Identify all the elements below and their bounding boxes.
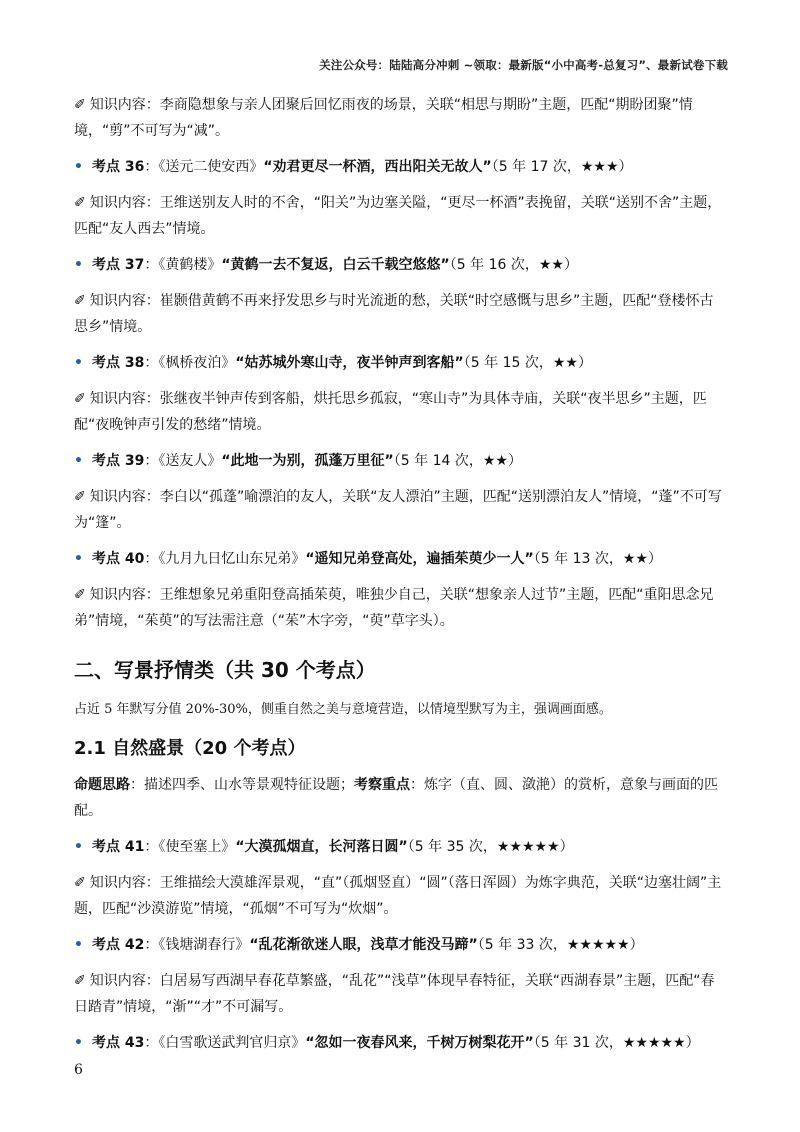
pencil-icon: ✐ [74, 195, 86, 211]
section-heading: 二、写景抒情类（共 30 个考点） [74, 658, 376, 682]
bullet-icon: • [74, 159, 83, 175]
knowledge-note: ✐ 知识内容：张继夜半钟声传到客船，烘托思乡孤寂，“寒山寺”为具体寺庙，关联“夜半思乡”主题，匹配“夜晚钟声引发的愁绪”情境。 [74, 391, 707, 433]
exam-point-37: • 考点 37：《黄鹤楼》“黄鹤一去不复返，白云千载空悠悠”（5 年 16 次，★★） [74, 252, 726, 278]
knowledge-note: ✐ 知识内容：王维想象兄弟重阳登高插茱萸，唯独少自己，关联“想象亲人过节”主题，匹配“重阳思念兄弟”情境，“茱萸”的写法需注意（“茱”木字旁，“萸”草字头）。 [74, 587, 714, 629]
pencil-icon: ✐ [74, 875, 86, 891]
bullet-icon: • [74, 257, 83, 273]
pencil-icon: ✐ [74, 391, 86, 407]
subsection-description: 命题思路：描述四季、山水等景观特征设题；考察重点：炼字（直、圆、潋滟）的赏析，意象与画面的匹配。 [74, 777, 718, 819]
exam-point-38: • 考点 38：《枫桥夜泊》“姑苏城外寒山寺，夜半钟声到客船”（5 年 15 次，★★） [74, 350, 726, 376]
knowledge-note: ✐ 知识内容：王维描绘大漠雄浑景观，“直”（孤烟竖直）“圆”（落日浑圆）为炼字典范，关联“边塞壮阔”主题，匹配“沙漠游览”情境，“孤烟”不可写为“炊烟”。 [74, 875, 722, 917]
section-intro: 占近 5 年默写分值 20%-30%，侧重自然之美与意境营造，以情境型默写为主，强调画面感。 [74, 702, 612, 717]
subsection-heading: 2.1 自然盛景（20 个考点） [74, 738, 306, 759]
page-number: 6 [74, 1062, 83, 1078]
knowledge-note: ✐ 知识内容：王维送别友人时的不舍，“阳关”为边塞关隘，“更尽一杯酒”表挽留，关联“送别不舍”主题，匹配“友人西去”情境。 [74, 195, 722, 237]
knowledge-note: ✐ 知识内容：李商隐想象与亲人团聚后回忆雨夜的场景，关联“相思与期盼”主题，匹配“期盼团聚”情境，“剪”不可写为“减”。 [74, 97, 693, 139]
pencil-icon: ✐ [74, 973, 86, 989]
bullet-icon: • [74, 1035, 83, 1051]
page-header: 关注公众号：陆陆高分冲刺 ~领取：最新版“小中高考-总复习”、最新试卷下载 [319, 58, 728, 72]
exam-point-36: • 考点 36：《送元二使安西》“劝君更尽一杯酒，西出阳关无故人”（5 年 17 次，★★★） [74, 154, 726, 180]
knowledge-note: ✐ 知识内容：白居易写西湖早春花草繁盛，“乱花”“浅草”体现早春特征，关联“西湖春景”主题，匹配“春日踏青”情境，“渐”“才”不可漏写。 [74, 973, 715, 1015]
exam-point-39: • 考点 39：《送友人》“此地一为别，孤蓬万里征”（5 年 14 次，★★） [74, 448, 726, 474]
knowledge-note: ✐ 知识内容：崔颢借黄鹤不再来抒发思乡与时光流逝的愁，关联“时空感慨与思乡”主题，匹配“登楼怀古思乡”情境。 [74, 293, 714, 335]
bullet-icon: • [74, 937, 83, 953]
bullet-icon: • [74, 839, 83, 855]
bullet-icon: • [74, 355, 83, 371]
exam-point-40: • 考点 40：《九月九日忆山东兄弟》“遥知兄弟登高处，遍插茱萸少一人”（5 年 13 次，★★） [74, 546, 726, 572]
bullet-icon: • [74, 453, 83, 469]
page-content [74, 92, 726, 1066]
pencil-icon: ✐ [74, 587, 86, 603]
pencil-icon: ✐ [74, 97, 86, 113]
exam-point-42: • 考点 42：《钱塘湖春行》“乱花渐欲迷人眼，浅草才能没马蹄”（5 年 33 次，★★★★★） [74, 932, 726, 958]
exam-point-41: • 考点 41：《使至塞上》“大漠孤烟直，长河落日圆”（5 年 35 次，★★★★★） [74, 834, 726, 860]
knowledge-note: ✐ 知识内容：李白以“孤蓬”喻漂泊的友人，关联“友人漂泊”主题，匹配“送别漂泊友人”情境，“蓬”不可写为“篷”。 [74, 489, 722, 531]
pencil-icon: ✐ [74, 489, 86, 505]
bullet-icon: • [74, 551, 83, 567]
exam-point-43: • 考点 43：《白雪歌送武判官归京》“忽如一夜春风来，千树万树梨花开”（5 年 31 次，★★★★★） [74, 1030, 726, 1056]
pencil-icon: ✐ [74, 293, 86, 309]
